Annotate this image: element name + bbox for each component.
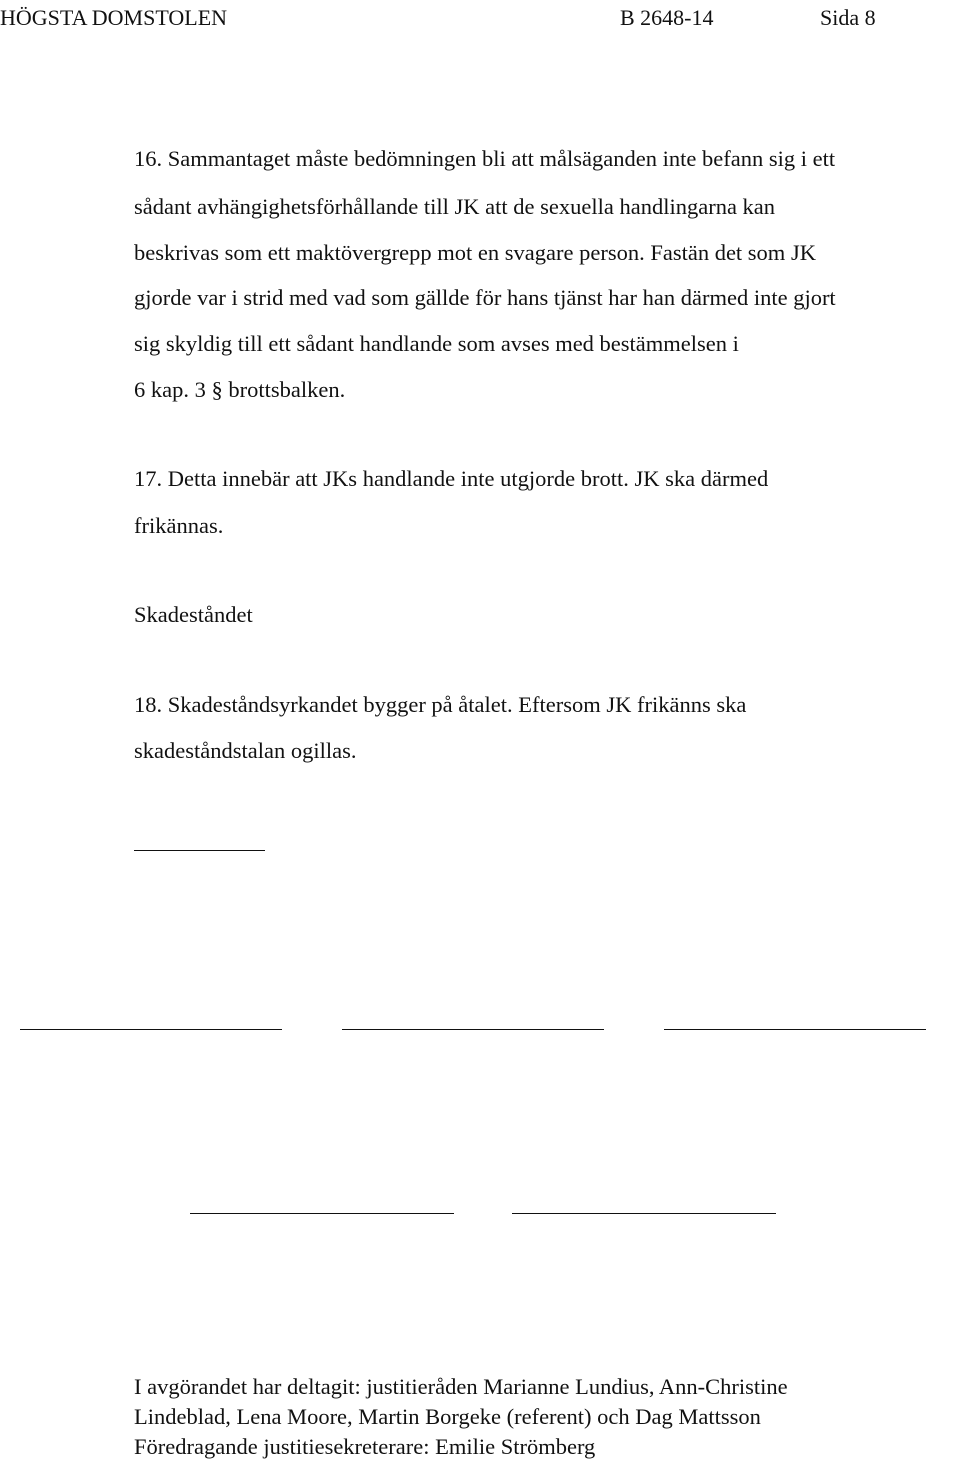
footer-line: Föredragande justitiesekreterare: Emilie Strömberg [134, 1434, 596, 1459]
paragraph-line: skadeståndstalan ogillas. [134, 738, 357, 763]
signature-line [190, 1213, 454, 1214]
case-number: B 2648-14 [620, 5, 714, 30]
paragraph-line: gjorde var i strid med vad som gällde för hans tjänst har han därmed inte gjort [134, 285, 836, 310]
separator-line [134, 850, 265, 851]
footer-line: Lindeblad, Lena Moore, Martin Borgeke (referent) och Dag Mattsson [134, 1404, 761, 1429]
section-heading: Skadeståndet [134, 602, 253, 627]
signature-line [342, 1029, 604, 1030]
signature-line [20, 1029, 282, 1030]
paragraph-line: 18. Skadeståndsyrkandet bygger på åtalet. Eftersom JK frikänns ska [134, 692, 747, 717]
paragraph-line: sådant avhängighetsförhållande till JK att de sexuella handlingarna kan [134, 194, 776, 219]
paragraph-line: frikännas. [134, 513, 224, 538]
paragraph-line: 16. Sammantaget måste bedömningen bli att målsäganden inte befann sig i ett [134, 146, 836, 171]
paragraph-line: sig skyldig till ett sådant handlande som avses med bestämmelsen i [134, 331, 739, 356]
paragraph-line: 17. Detta innebär att JKs handlande inte utgjorde brott. JK ska därmed [134, 466, 769, 491]
paragraph-line: beskrivas som ett maktövergrepp mot en svagare person. Fastän det som JK [134, 240, 816, 265]
footer-line: I avgörandet har deltagit: justitieråden Marianne Lundius, Ann-Christine [134, 1374, 788, 1399]
page-number: Sida 8 [820, 5, 876, 30]
signature-line [512, 1213, 776, 1214]
court-name: HÖGSTA DOMSTOLEN [0, 5, 228, 30]
signature-line [664, 1029, 926, 1030]
paragraph-line: 6 kap. 3 § brottsbalken. [134, 377, 346, 402]
